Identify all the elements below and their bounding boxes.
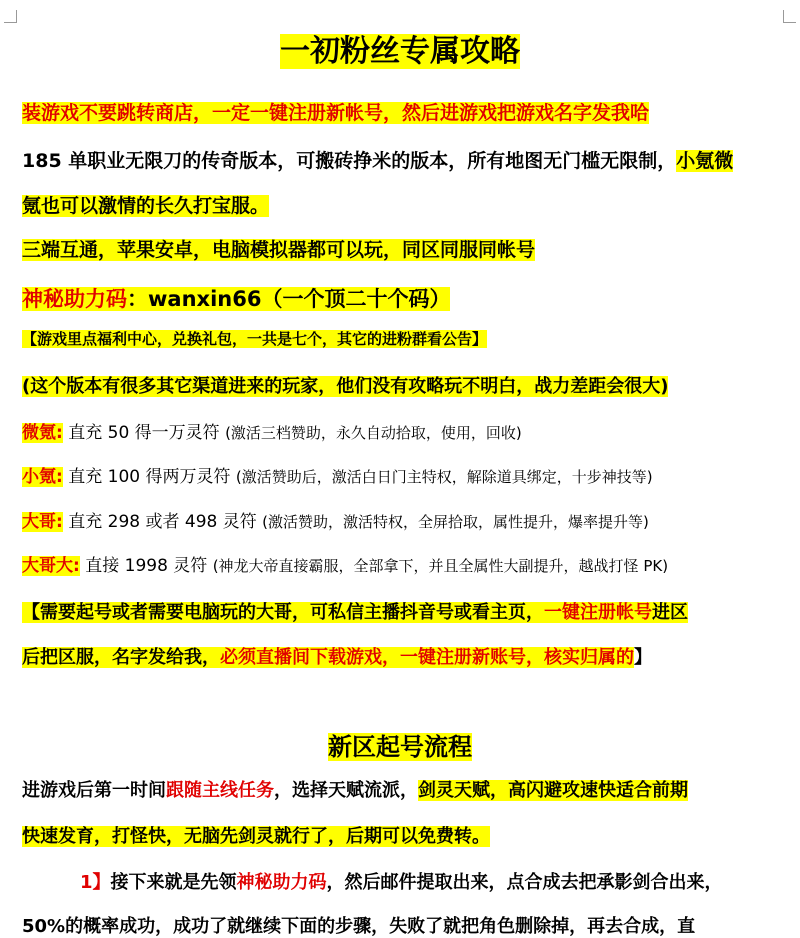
contact-line-2: 后把区服，名字发给我，必须直播间下载游戏，一键注册新账号，核实归属的】 — [22, 647, 652, 668]
platforms-line: 三端互通，苹果安卓，电脑模拟器都可以玩，同区同服同帐号 — [22, 239, 536, 261]
contact-line-1: 【需要起号或者需要电脑玩的大哥，可私信主播抖音号或看主页，一键注册帐号进区 — [22, 602, 688, 623]
tier-row: 小氪: 直充 100 得两万灵符 (激活赞助后，激活白日门主特权，解除道具绑定，十步神技等) — [22, 467, 653, 487]
tier-row: 大哥大: 直接 1998 灵符 (神龙大帝直接霸服，全部拿下，并且全属性大副提升，越战打怪 PK) — [22, 556, 669, 576]
flow-step-1: 1】接下来就是先领神秘助力码，然后邮件提取出来，点合成去把承影剑合出来， — [80, 872, 723, 893]
flow-line-1: 进游戏后第一时间跟随主线任务，选择天赋流派，剑灵天赋，高闪避攻速快适合前期 — [22, 780, 688, 801]
page-corner-mark — [4, 10, 17, 23]
page-title: 一初粉丝专属攻略 — [280, 34, 520, 69]
tier-row: 大哥: 直充 298 或者 498 灵符 (激活赞助，激活特权，全屏拾取，属性提升，爆率提升等) — [22, 512, 649, 532]
code-value: wanxin66（一个顶二十个码） — [148, 287, 451, 311]
section-title: 新区起号流程 — [328, 733, 472, 761]
tier-row: 微氪: 直充 50 得一万灵符 (激活三档赞助，永久自动拾取，使用，回收) — [22, 423, 522, 443]
page-corner-mark — [783, 10, 796, 23]
intro-line-1: 185 单职业无限刀的传奇版本，可搬砖挣米的版本，所有地图无门槛无限制，小氪微 — [22, 150, 734, 172]
gift-note: 【游戏里点福利中心，兑换礼包，一共是七个，其它的进粉群看公告】 — [22, 330, 488, 348]
intro-line-2: 氪也可以激情的长久打宝服。 — [22, 195, 270, 217]
flow-line-cutoff: 50%的概率成功，成功了就继续下面的步骤，失败了就把角色删除掉，再去合成，直 — [22, 916, 696, 937]
code-line: 神秘助力码：wanxin66（一个顶二十个码） — [22, 287, 451, 311]
flow-line-2: 快速发育，打怪快，无脑先剑灵就行了，后期可以免费转。 — [22, 826, 490, 847]
code-label: 神秘助力码 — [22, 287, 127, 311]
channel-note: (这个版本有很多其它渠道进来的玩家，他们没有攻略玩不明白，战力差距会很大) — [22, 376, 669, 397]
warning-line: 装游戏不要跳转商店，一定一键注册新帐号，然后进游戏把游戏名字发我哈 — [22, 102, 650, 124]
